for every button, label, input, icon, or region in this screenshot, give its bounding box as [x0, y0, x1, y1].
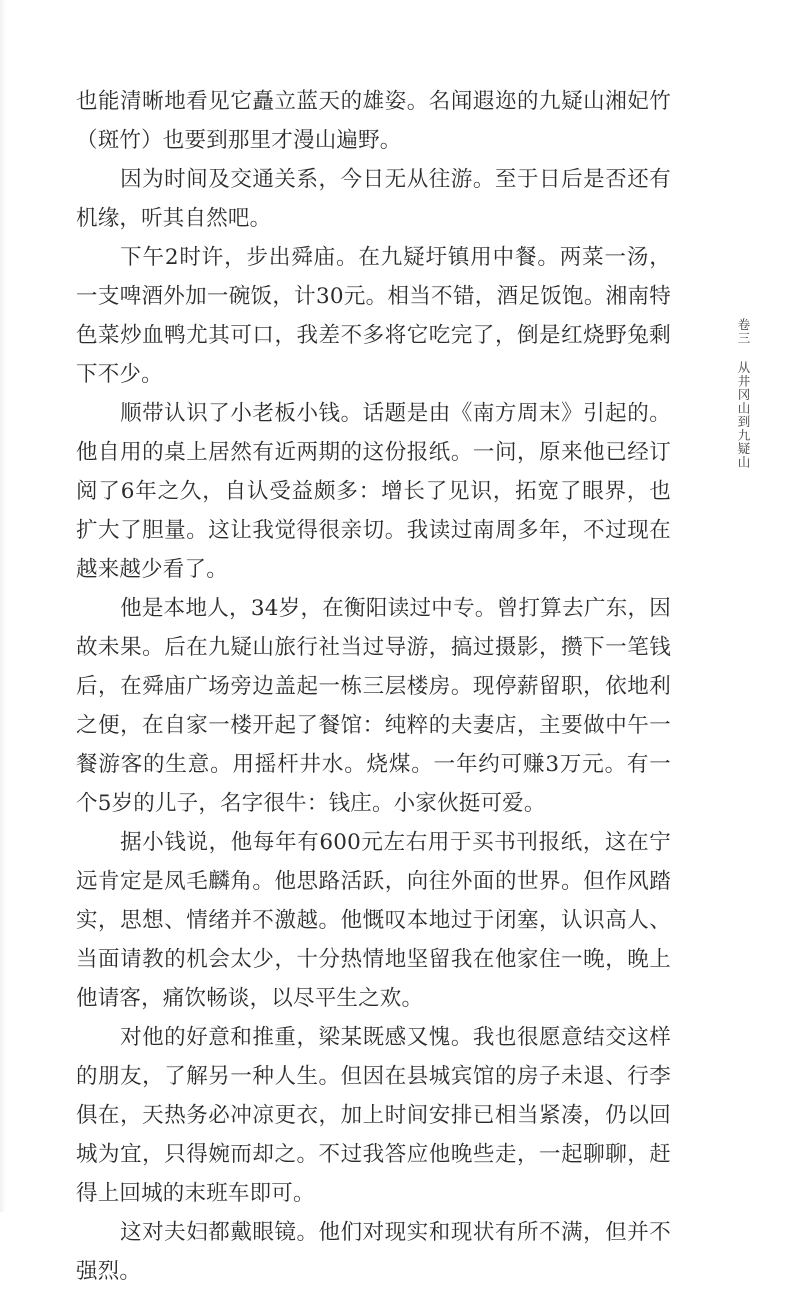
running-header-chapter: 从井冈山到九疑山: [736, 361, 751, 469]
body-text: [76, 82, 671, 1291]
paragraph-7: 对他的好意和推重，梁某既感又愧。我也很愿意结交这样的朋友，了解另一种人生。但因在县城宾馆的房子未退、行李俱在，天热务必冲凉更衣，加上时间安排已相当紧凑，仍以回城为宜，只得婉而却之。不过我答应他晚些走，一起聊聊，赶得上回城的末班车即可。: [76, 1025, 671, 1206]
paragraph-6: 据小钱说，他每年有600元左右用于买书刊报纸，这在宁远肯定是凤毛麟角。他思路活跃，向往外面的世界。但作风踏实，思想、情绪并不激越。他慨叹本地过于闭塞，认识高人、当面请教的机会太少，十分热情地坚留我在他家住一晚，晚上他请客，痛饮畅谈，以尽平生之欢。: [76, 830, 671, 1011]
paragraph-2: 因为时间及交通关系，今日无从往游。至于日后是否还有机缘，听其自然吧。: [76, 167, 671, 231]
running-header: [732, 318, 752, 469]
page-binding-edge: [0, 0, 6, 1212]
running-header-volume: 卷三: [736, 318, 751, 345]
paragraph-3: 下午2时许，步出舜庙。在九疑圩镇用中餐。两菜一汤，一支啤酒外加一碗饭，计30元。相当不错，酒足饭饱。湘南特色菜炒血鸭尤其可口，我差不多将它吃完了，倒是红烧野兔剩下不少。: [76, 245, 671, 387]
paragraph-8: 这对夫妇都戴眼镜。他们对现实和现状有所不满，但并不强烈。: [76, 1220, 671, 1284]
paragraph-4: 顺带认识了小老板小钱。话题是由《南方周末》引起的。他自用的桌上居然有近两期的这份报纸。一问，原来他已经订阅了6年之久，自认受益颇多：增长了见识，拓宽了眼界，也扩大了胆量。这让我觉得很亲切。我读过南周多年，不过现在越来越少看了。: [76, 401, 671, 582]
paragraph-5: 他是本地人，34岁，在衡阳读过中专。曾打算去广东，因故未果。后在九疑山旅行社当过导游，搞过摄影，攒下一笔钱后，在舜庙广场旁边盖起一栋三层楼房。现停薪留职，依地利之便，在自家一楼开起了餐馆：纯粹的夫妻店，主要做中午一餐游客的生意。用摇杆井水。烧煤。一年约可赚3万元。有一个5岁的儿子，名字很牛：钱庄。小家伙挺可爱。: [76, 596, 671, 816]
paragraph-1: 也能清晰地看见它矗立蓝天的雄姿。名闻遐迩的九疑山湘妃竹（斑竹）也要到那里才漫山遍野。: [76, 89, 671, 153]
